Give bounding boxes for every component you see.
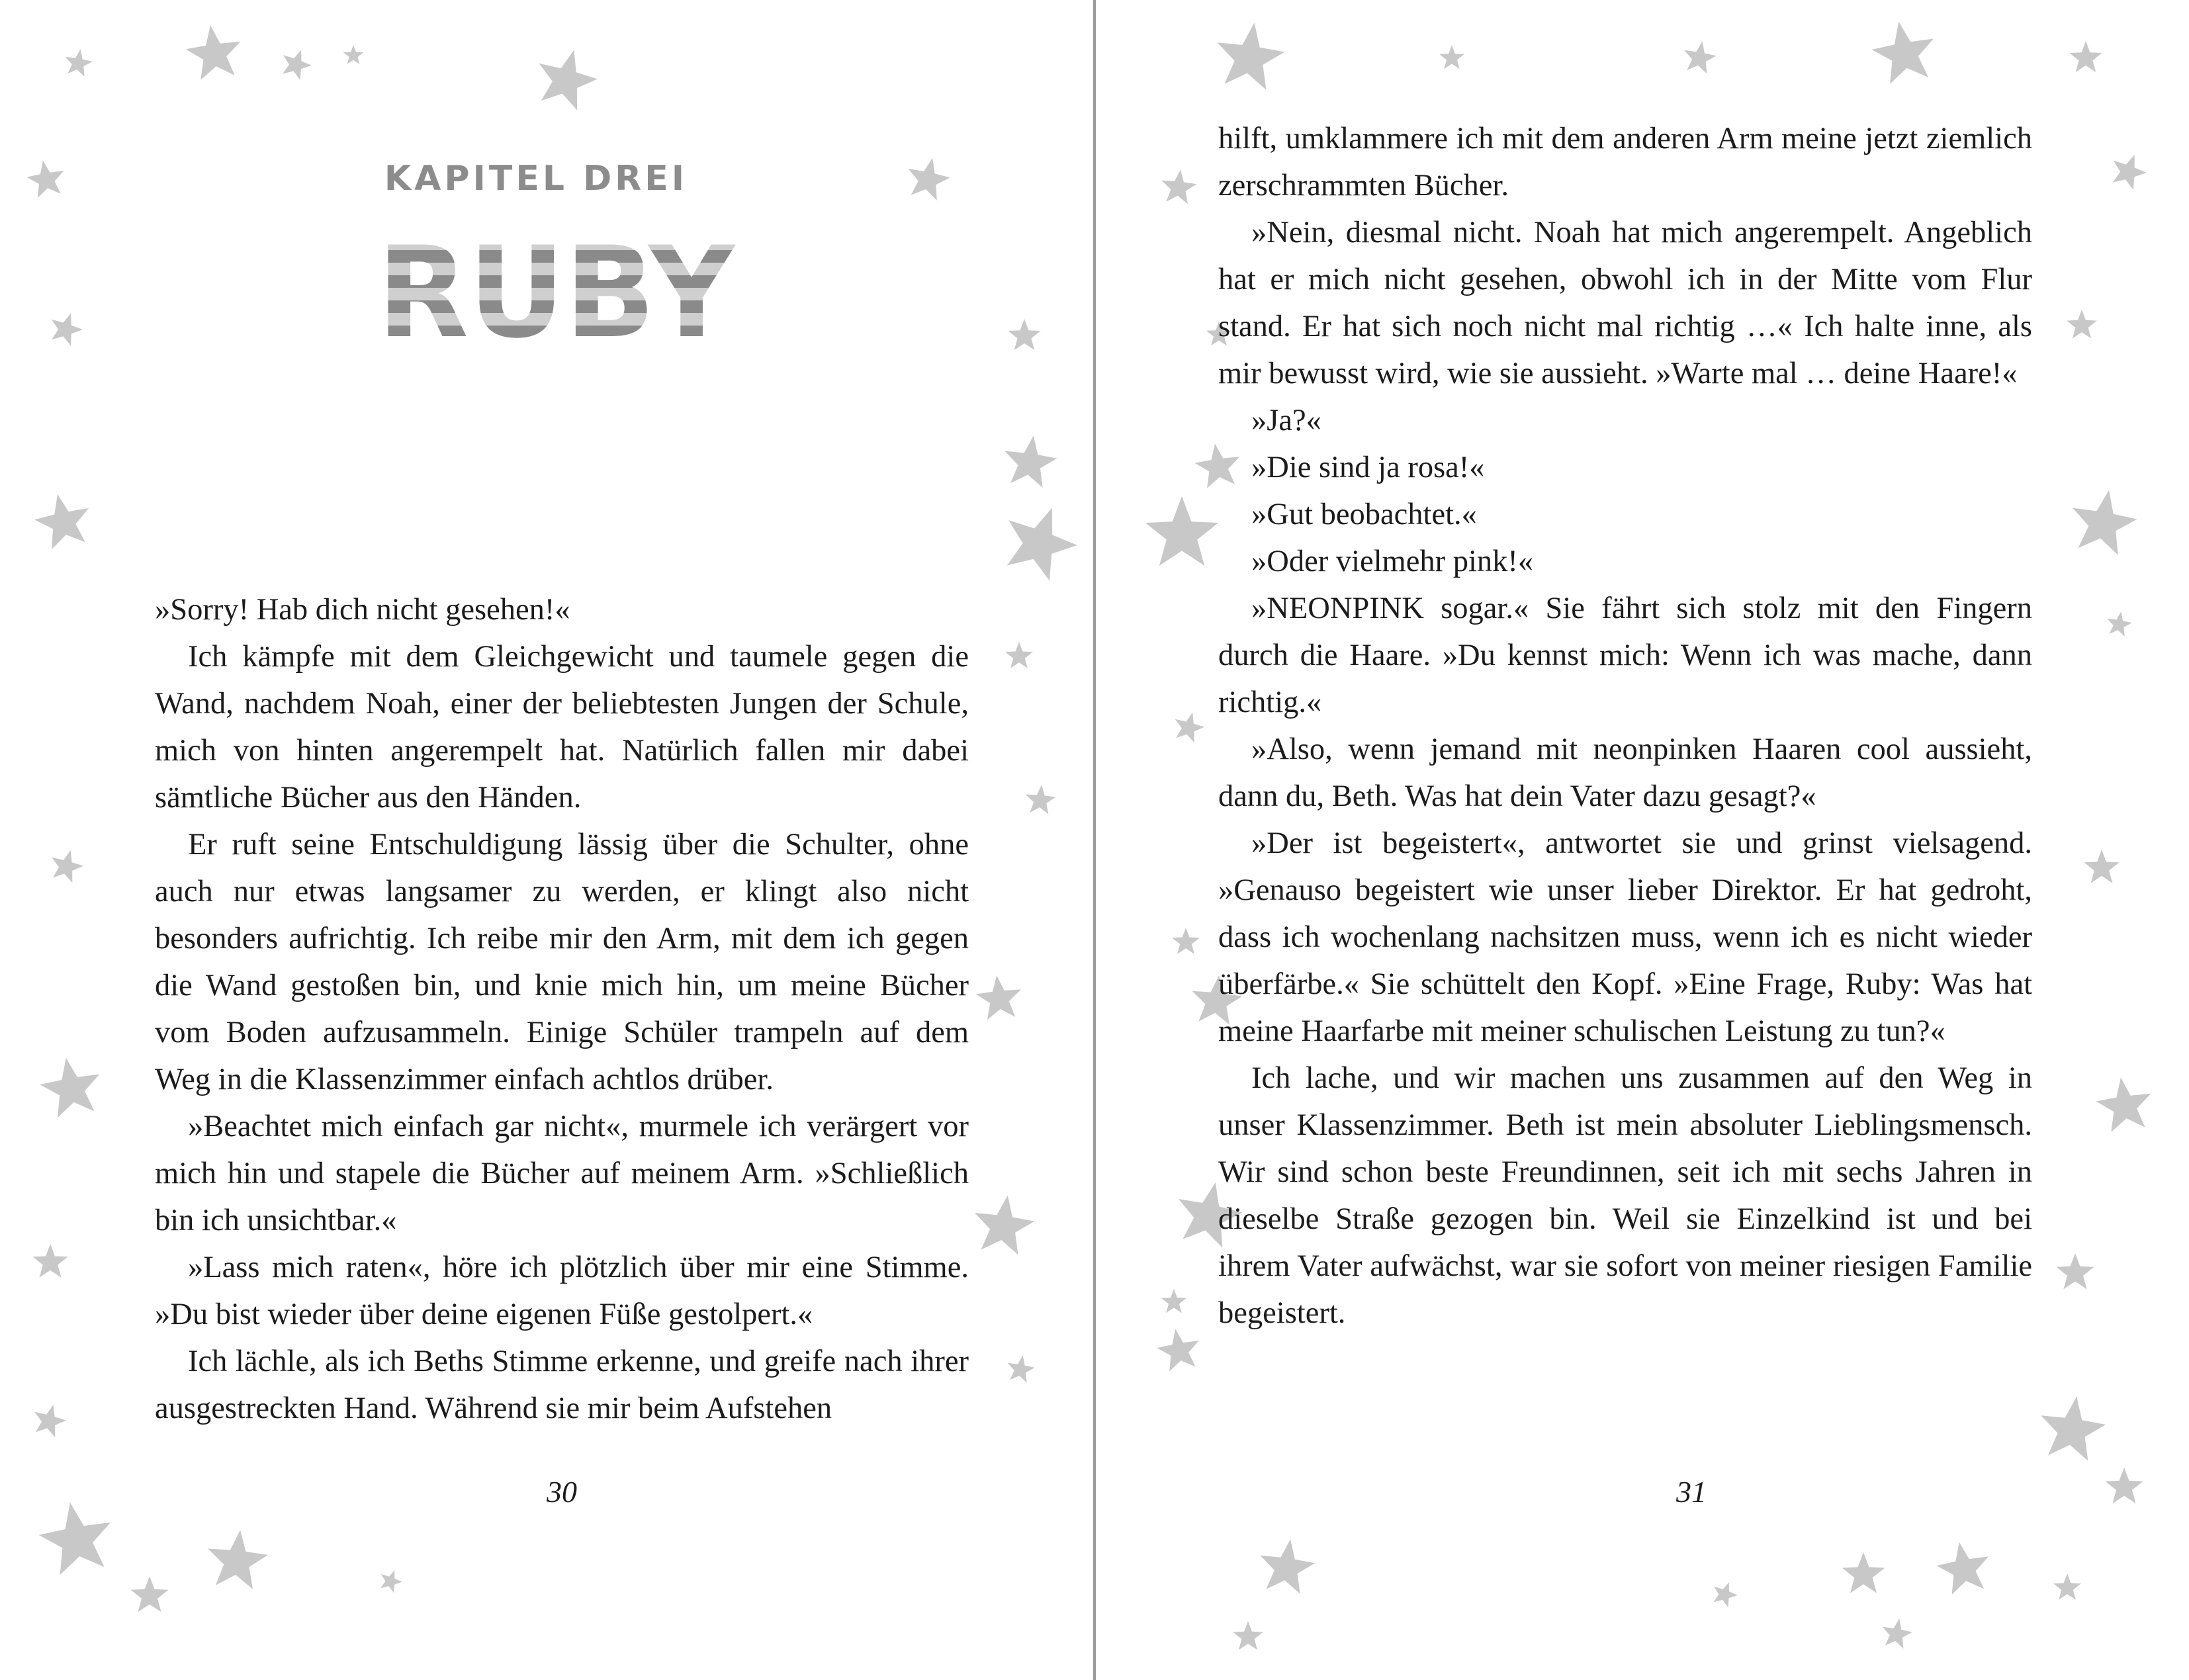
star-icon: [2073, 490, 2137, 555]
page-number: 31: [1676, 1475, 1707, 1509]
paragraph: Ich kämpfe mit dem Gleichgewicht und taumele gegen die Wand, nachdem Noah, einer der beliebtesten Jungen der Schule, mich von hinten angerempelt hat. Natürlich fallen mir dabei sämtliche Bücher aus den Händen.: [155, 640, 969, 815]
page-text-left: [155, 586, 969, 1432]
star-icon: [1161, 1289, 1186, 1313]
star-icon: [343, 45, 363, 64]
star-icon: [1233, 1621, 1263, 1650]
star-icon: [66, 49, 93, 77]
star-icon: [1218, 23, 1285, 90]
star-icon: [2107, 611, 2132, 637]
star-icon: [2106, 1468, 2143, 1503]
star-icon: [1175, 713, 1204, 743]
star-icon: [975, 1196, 1034, 1255]
star-icon: [1007, 508, 1077, 581]
star-icon: [2053, 1573, 2081, 1600]
star-icon: [1026, 785, 1056, 815]
star-icon: [1713, 1582, 1738, 1607]
star-icon: [39, 1503, 111, 1575]
star-icon: [26, 161, 64, 199]
star-icon: [976, 975, 1021, 1020]
star-icon: [131, 1576, 169, 1612]
star-icon: [1005, 642, 1033, 668]
star-icon: [2084, 850, 2119, 883]
star-icon: [1842, 1552, 1885, 1593]
paragraph: Er ruft seine Entschuldigung lässig über die Schulter, ohne auch nur etwas langsamer zu werden, er klingt also nicht besonders aufrichtig. Ich reibe mir den Arm, mit dem ich gegen die Wand gestoßen bin, und knie mich hin, um meine Bücher vom Boden aufzusammeln. Einige Schüler trampeln auf dem Weg in die Klassenzimmer einfach achtlos drüber.: [155, 828, 969, 1096]
star-icon: [1439, 45, 1464, 69]
paragraph: »Beachtet mich einfach gar nicht«, murmele ich verärgert vor mich hin und stapele die Bücher auf meinem Arm. »Schließlich bin ich unsichtbar.«: [155, 1110, 969, 1237]
star-icon: [2113, 155, 2147, 190]
star-icon: [52, 850, 83, 883]
star-icon: [1157, 1329, 1199, 1372]
paragraph: »Der ist begeistert«, antwortet sie und grinst vielsagend. »Genauso begeistert wie unser lieber Direktor. Er hat gedroht, dass ich wochenlang nachsitzen muss, wenn ich es nicht wieder überfärbe.« Sie schüttelt den Kopf. »Eine Frage, Ruby: Was hat meine Haarfarbe mit meiner schulischen Leistung zu tun?«: [1218, 826, 2032, 1048]
star-icon: [1161, 169, 1196, 204]
page-left: [0, 0, 1093, 1680]
star-icon: [1008, 1355, 1035, 1383]
star-icon: [1936, 1542, 1988, 1595]
paragraph: »Also, wenn jemand mit neonpinken Haaren cool aussieht, dann du, Beth. Was hat dein Vater dazu gesagt?«: [1218, 732, 2032, 813]
paragraph: »Gut beobachtet.«: [1251, 498, 1477, 531]
star-icon: [2041, 1397, 2106, 1461]
star-icon: [1005, 435, 1057, 488]
star-icon: [909, 158, 950, 200]
star-icon: [2057, 1253, 2094, 1289]
star-icon: [1872, 22, 1934, 84]
chapter-title-text: RUBY: [377, 225, 737, 351]
star-icon: [34, 1405, 66, 1437]
star-icon: [1145, 496, 1218, 566]
star-icon: [1261, 1539, 1316, 1593]
star-icon: [52, 313, 83, 345]
chapter-title: [371, 225, 741, 351]
star-icon: [32, 1244, 67, 1278]
star-icon: [2067, 310, 2097, 338]
star-icon: [539, 50, 598, 111]
paragraph: »Oder vielmehr pink!«: [1251, 545, 1534, 578]
star-icon: [1008, 319, 1040, 350]
star-icon: [380, 1570, 402, 1593]
star-icon: [2069, 41, 2102, 72]
paragraph: »Sorry! Hab dich nicht gesehen!«: [155, 593, 570, 627]
paragraph: hilft, umklammere ich mit dem anderen Arm meine jetzt ziemlich zerschrammten Bücher.: [1218, 122, 2032, 202]
paragraph: »NEONPINK sogar.« Sie fährt sich stolz mit den Fingern durch die Haare. »Du kennst mich: Wenn ich was mache, dann richtig.«: [1218, 592, 2032, 719]
paragraph: Ich lächle, als ich Beths Stimme erkenne, und greife nach ihrer ausgestreckten Hand. Während sie mir beim Aufstehen: [155, 1345, 969, 1425]
page-text-right: [1218, 115, 2032, 1337]
star-icon: [283, 50, 312, 80]
paragraph: »Nein, diesmal nicht. Noah hat mich angerempelt. Angeblich hat er mich nicht gesehen, obwohl ich in der Mitte vom Flur stand. Er hat sich noch nicht mal richtig …« Ich halte inne, als mir bewusst wird, wie sie aussieht. »Warte mal … deine Haare!«: [1218, 216, 2032, 390]
page-right: [1096, 0, 2189, 1680]
chapter-label: KAPITEL DREI: [384, 159, 688, 199]
star-icon: [1883, 1618, 1912, 1648]
star-icon: [208, 1530, 268, 1589]
paragraph: »Ja?«: [1251, 404, 1321, 437]
star-icon: [34, 494, 89, 549]
paragraph: »Lass mich raten«, höre ich plötzlich über mir eine Stimme. »Du bist wieder über deine eigenen Füße gestolpert.«: [155, 1251, 969, 1331]
star-icon: [2096, 1077, 2151, 1131]
star-icon: [1684, 41, 1717, 73]
paragraph: »Die sind ja rosa!«: [1251, 451, 1485, 484]
star-icon: [40, 1058, 100, 1118]
page-number: 30: [547, 1475, 577, 1509]
star-icon: [186, 25, 241, 79]
star-icon: [1172, 928, 1200, 954]
paragraph: Ich lache, und wir machen uns zusammen auf den Weg in unser Klassenzimmer. Beth ist mein absoluter Lieblingsmensch. Wir sind schon beste Freundinnen, seit ich mit sechs Jahren in dieselbe Straße gezogen bin. Weil sie Einzelkind ist und bei ihrem Vater aufwächst, war sie sofort von meiner riesigen Familie begeistert.: [1218, 1061, 2032, 1330]
